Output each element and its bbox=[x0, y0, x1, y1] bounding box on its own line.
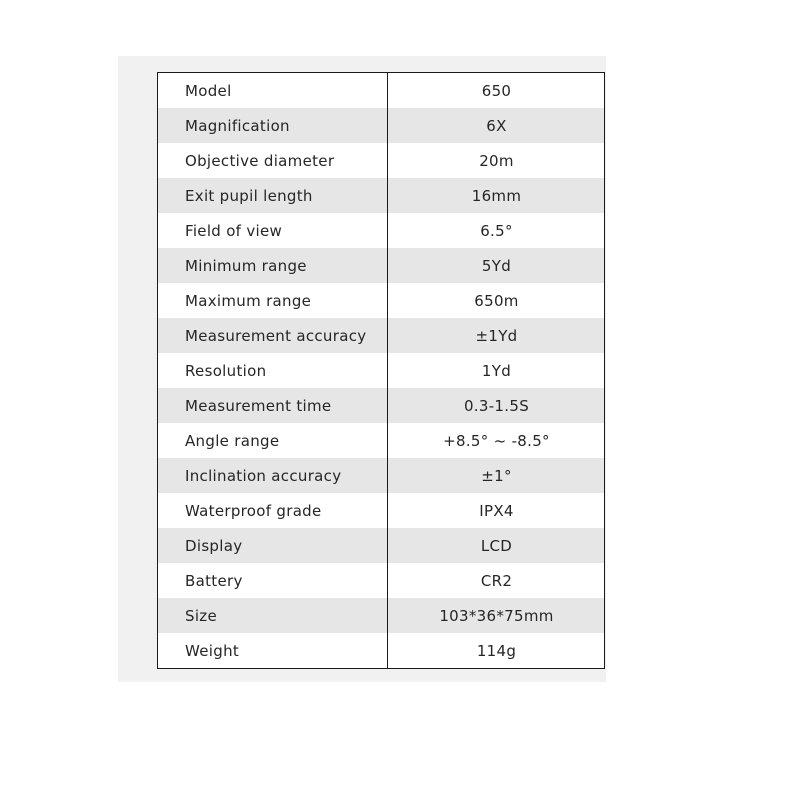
spec-label: Display bbox=[158, 528, 387, 563]
spec-row-size bbox=[158, 598, 604, 633]
spec-row-objective-diameter bbox=[158, 143, 604, 178]
spec-value: +8.5° ~ -8.5° bbox=[443, 431, 550, 450]
spec-label: Maximum range bbox=[158, 283, 387, 318]
spec-label: Measurement accuracy bbox=[158, 318, 387, 353]
spec-label: Angle range bbox=[158, 423, 387, 458]
spec-value: 6.5° bbox=[480, 221, 513, 240]
spec-value: 103*36*75mm bbox=[439, 606, 554, 625]
spec-value: 650m bbox=[474, 291, 519, 310]
spec-row-field-of-view bbox=[158, 213, 604, 248]
spec-value: 6X bbox=[486, 116, 507, 135]
spec-label: Objective diameter bbox=[158, 143, 387, 178]
spec-row-model bbox=[158, 73, 604, 108]
spec-row-battery bbox=[158, 563, 604, 598]
spec-label: Battery bbox=[158, 563, 387, 598]
spec-label: Resolution bbox=[158, 353, 387, 388]
spec-label: Weight bbox=[158, 633, 387, 668]
column-divider bbox=[387, 73, 388, 668]
spec-value: 114g bbox=[476, 641, 517, 660]
spec-value: 20m bbox=[479, 151, 514, 170]
spec-row-exit-pupil-length bbox=[158, 178, 604, 213]
spec-value: 0.3-1.5S bbox=[463, 396, 530, 415]
spec-row-waterproof-grade bbox=[158, 493, 604, 528]
spec-table bbox=[157, 72, 605, 669]
spec-value: CR2 bbox=[480, 571, 513, 590]
spec-value: ±1° bbox=[481, 466, 512, 485]
spec-row-weight bbox=[158, 633, 604, 668]
spec-row-maximum-range bbox=[158, 283, 604, 318]
spec-row-measurement-accuracy bbox=[158, 318, 604, 353]
spec-value: 1Yd bbox=[481, 361, 512, 380]
spec-row-minimum-range bbox=[158, 248, 604, 283]
spec-value: 16mm bbox=[471, 186, 522, 205]
spec-label: Magnification bbox=[158, 108, 387, 143]
spec-value: IPX4 bbox=[479, 501, 514, 520]
spec-label: Size bbox=[158, 598, 387, 633]
spec-label: Model bbox=[158, 73, 387, 108]
spec-row-measurement-time bbox=[158, 388, 604, 423]
spec-label: Waterproof grade bbox=[158, 493, 387, 528]
spec-row-display bbox=[158, 528, 604, 563]
spec-row-angle-range bbox=[158, 423, 604, 458]
spec-label: Inclination accuracy bbox=[158, 458, 387, 493]
spec-label: Field of view bbox=[158, 213, 387, 248]
spec-value: LCD bbox=[480, 536, 513, 555]
spec-row-resolution bbox=[158, 353, 604, 388]
spec-value: 650 bbox=[481, 81, 512, 100]
spec-value: ±1Yd bbox=[475, 326, 518, 345]
spec-value: 5Yd bbox=[481, 256, 512, 275]
spec-label: Exit pupil length bbox=[158, 178, 387, 213]
spec-label: Minimum range bbox=[158, 248, 387, 283]
spec-row-inclination-accuracy bbox=[158, 458, 604, 493]
spec-label: Measurement time bbox=[158, 388, 387, 423]
spec-row-magnification bbox=[158, 108, 604, 143]
